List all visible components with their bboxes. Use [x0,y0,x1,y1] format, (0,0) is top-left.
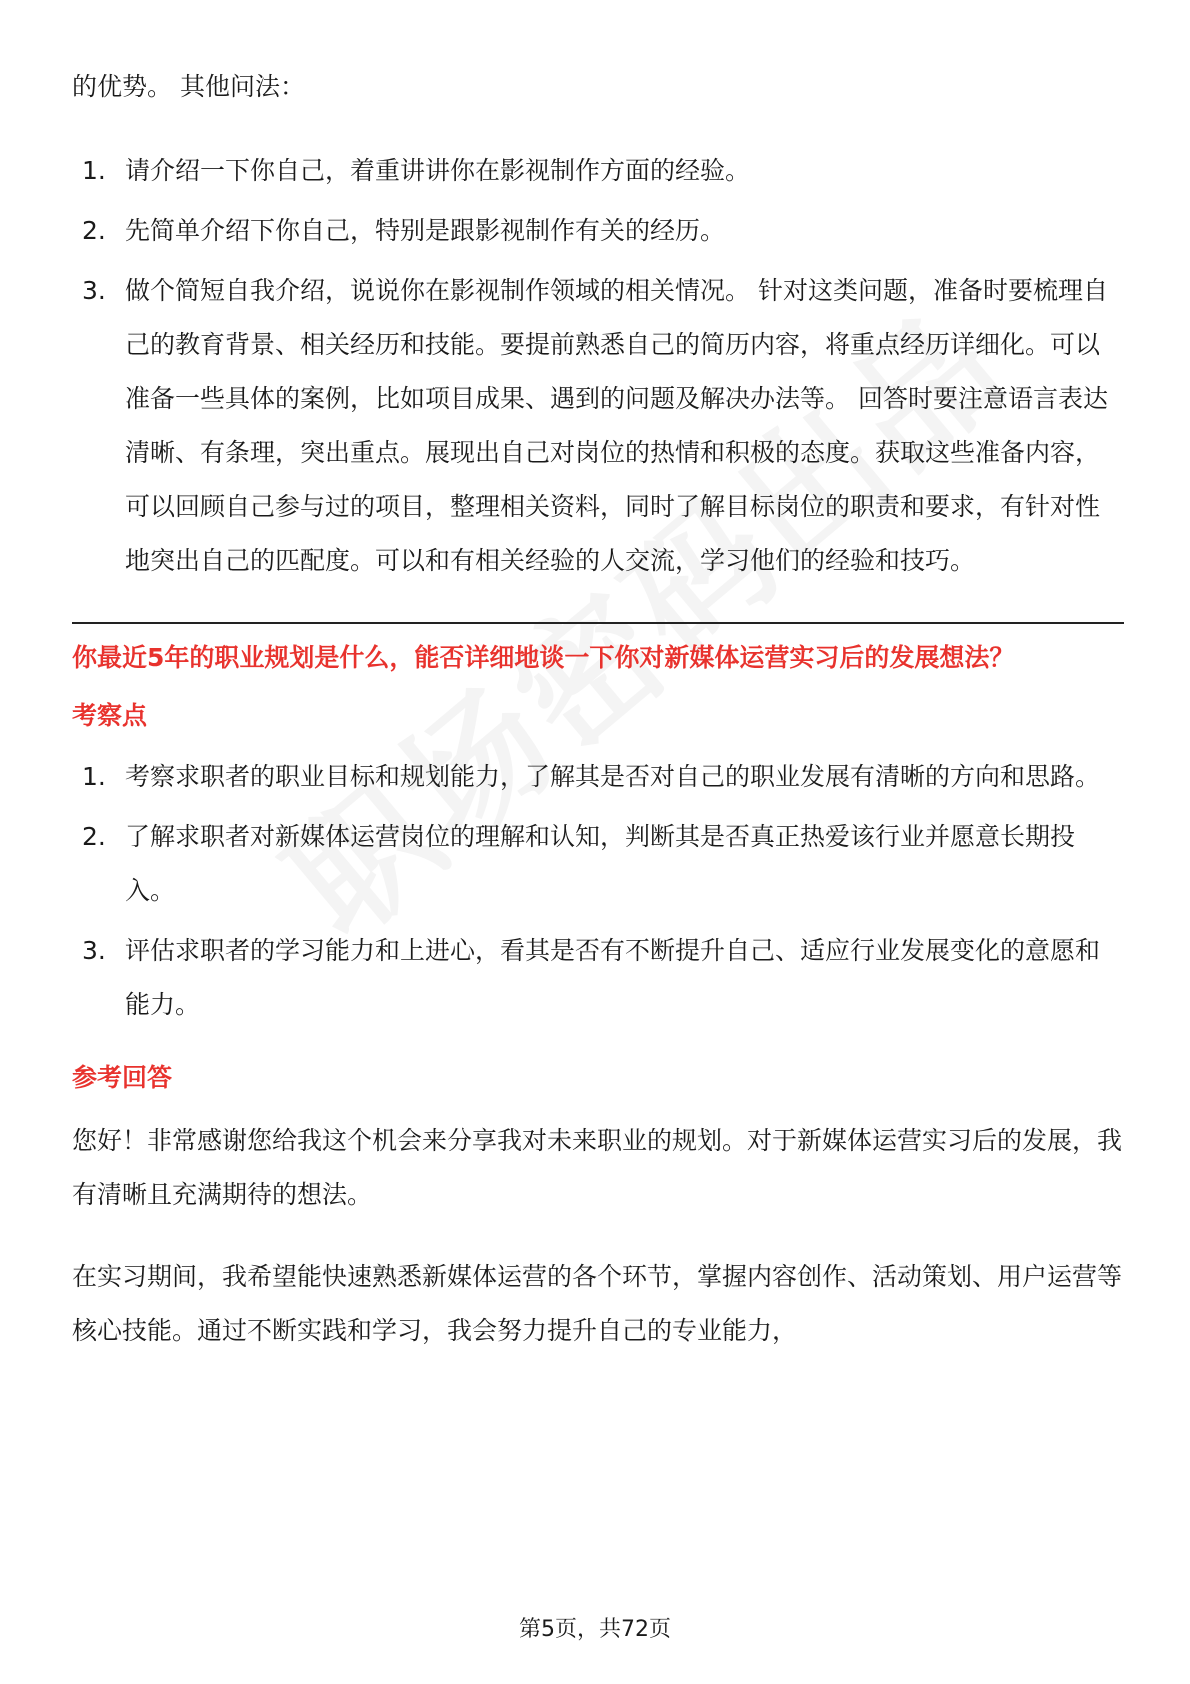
list-number: 2. [82,216,106,245]
list-text: 评估求职者的学习能力和上进心，看其是否有不断提升自己、适应行业发展变化的意愿和能力。 [125,936,1101,1019]
page-footer: 第5页，共72页 [519,1617,671,1642]
list-number: 2. [82,822,106,851]
list-item [72,204,1124,258]
assessment-list [72,750,1124,1032]
list-item [72,144,1124,198]
list-item [72,810,1124,918]
list-number: 1. [82,156,106,185]
list-text: 先简单介绍下你自己，特别是跟影视制作有关的经历。 [125,216,726,245]
assessment-label: 考察点 [72,701,148,730]
question-heading: 你最近5年的职业规划是什么，能否详细地谈一下你对新媒体运营实习后的发展想法？ [72,643,1015,672]
alt-questions-list [72,144,1124,588]
list-text: 请介绍一下你自己，着重讲讲你在影视制作方面的经验。 [125,156,751,185]
list-item [72,924,1124,1032]
answer-paragraph: 在实习期间，我希望能快速熟悉新媒体运营的各个环节，掌握内容创作、活动策划、用户运营等核心技能。通过不断实践和学习，我会努力提升自己的专业能力， [72,1262,1123,1345]
list-number: 3. [82,276,106,305]
list-text: 了解求职者对新媒体运营岗位的理解和认知，判断其是否真正热爱该行业并愿意长期投入。 [125,822,1076,905]
document-page [72,60,1124,1358]
list-item [72,264,1124,588]
answer-paragraph: 您好！非常感谢您给我这个机会来分享我对未来职业的规划。对于新媒体运营实习后的发展，我有清晰且充满期待的想法。 [72,1126,1123,1209]
list-text: 做个简短自我介绍，说说你在影视制作领域的相关情况。 针对这类问题，准备时要梳理自己的教育背景、相关经历和技能。要提前熟悉自己的简历内容，将重点经历详细化。可以准备一些具体的案例，比如项目成果、遇到的问题及解决办法等。 回答时要注意语言表达清晰、有条理，突出重点。展现出自己对岗位的热情和积极的态度。获取这些准备内容，可以回顾自己参与过的项目，整理相关资料，同时了解目标岗位的职责和要求，有针对性地突出自己的匹配度。可以和有相关经验的人交流，学习他们的经验和技巧。 [125,276,1108,575]
answer-label: 参考回答 [72,1063,173,1092]
list-number: 3. [82,936,106,965]
section-divider [72,622,1124,624]
list-text: 考察求职者的职业目标和规划能力，了解其是否对自己的职业发展有清晰的方向和思路。 [125,762,1101,791]
intro-line: 的优势。 其他问法： [72,72,305,101]
list-item [72,750,1124,804]
list-number: 1. [82,762,106,791]
